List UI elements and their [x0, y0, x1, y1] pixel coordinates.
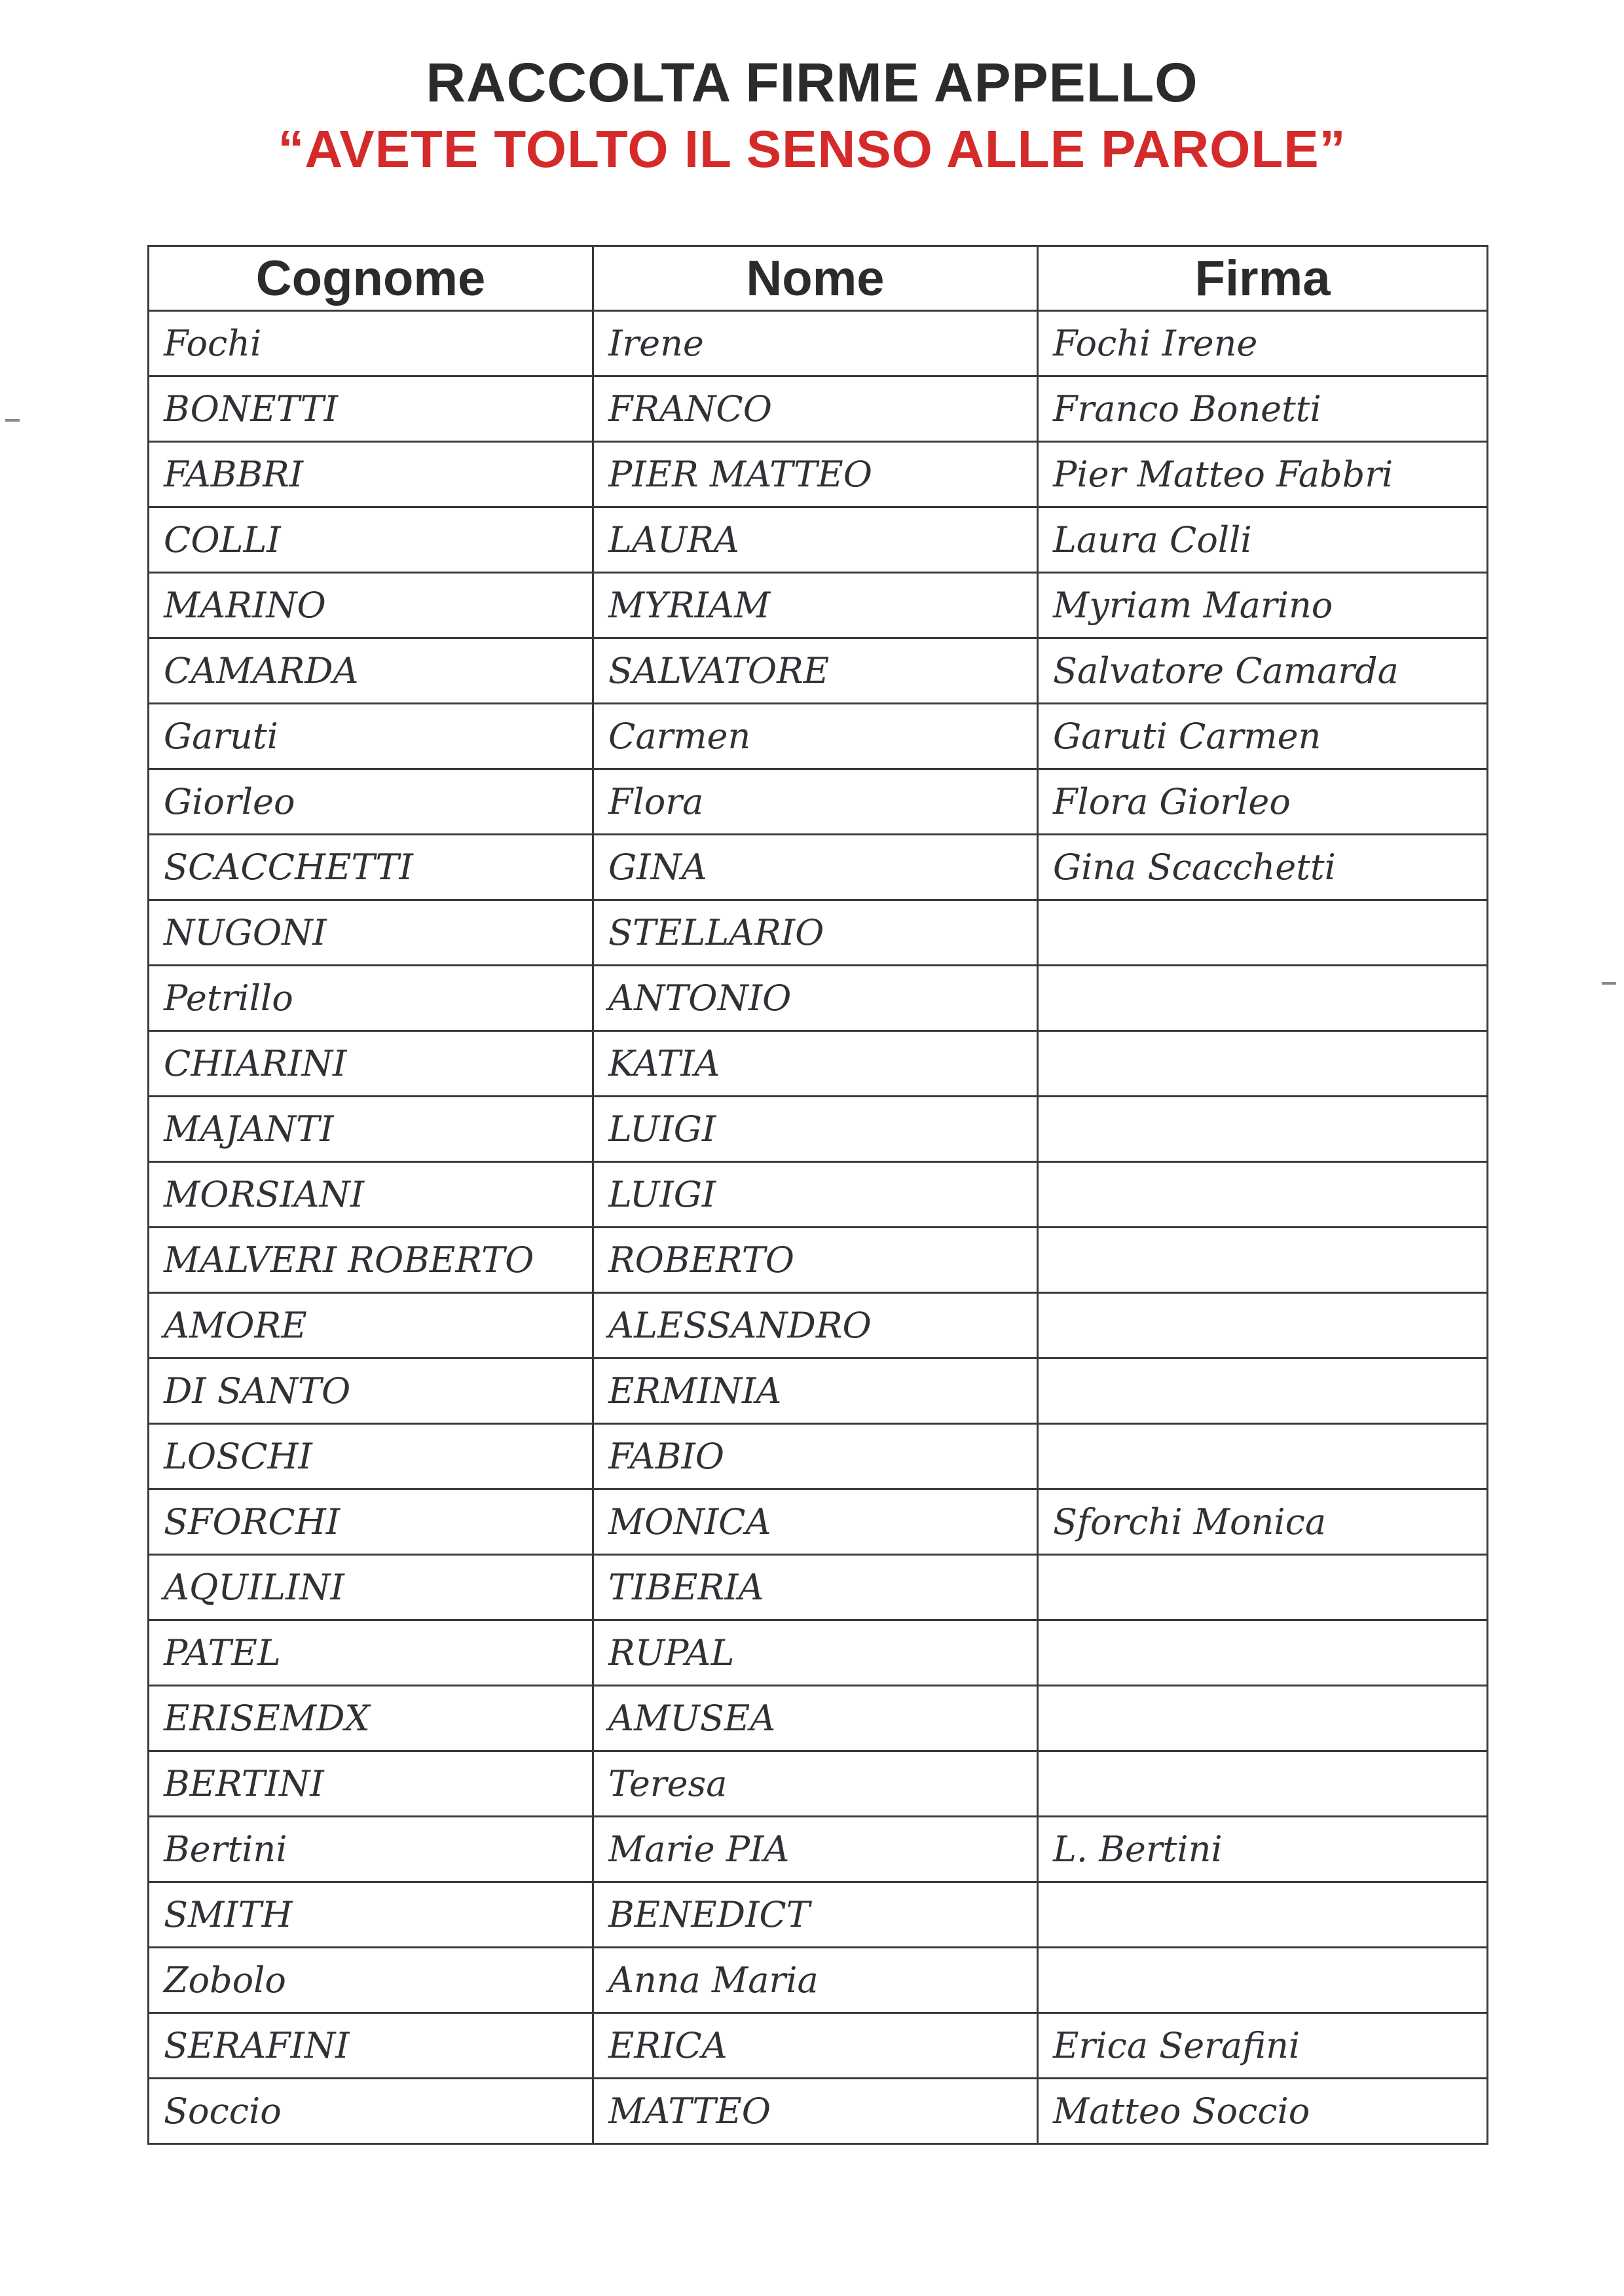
firma-cell — [1038, 1555, 1488, 1620]
cognome-cell: SMITH — [149, 1882, 593, 1948]
nome-cell: ALESSANDRO — [593, 1293, 1038, 1358]
cognome-cell: MALVERI ROBERTO — [149, 1228, 593, 1293]
table-row — [149, 1097, 1488, 1162]
cognome-cell: CHIARINI — [149, 1031, 593, 1097]
table-row — [149, 638, 1488, 704]
cognome-cell: AQUILINI — [149, 1555, 593, 1620]
nome-cell: SALVATORE — [593, 638, 1038, 704]
nome-cell: BENEDICT — [593, 1882, 1038, 1948]
table-row — [149, 835, 1488, 900]
cognome-cell: PATEL — [149, 1620, 593, 1686]
signature-table — [147, 245, 1488, 2145]
firma-cell: Matteo Soccio — [1038, 2079, 1488, 2144]
cognome-cell: COLLI — [149, 507, 593, 573]
nome-cell: Teresa — [593, 1751, 1038, 1817]
cognome-cell: CAMARDA — [149, 638, 593, 704]
table-row — [149, 1489, 1488, 1555]
table-row — [149, 1358, 1488, 1424]
nome-cell: MONICA — [593, 1489, 1038, 1555]
table-row — [149, 1555, 1488, 1620]
table-row — [149, 1620, 1488, 1686]
firma-cell — [1038, 900, 1488, 966]
firma-cell: Gina Scacchetti — [1038, 835, 1488, 900]
cognome-cell: Zobolo — [149, 1948, 593, 2013]
cognome-cell: FABBRI — [149, 442, 593, 507]
page-title: RACCOLTA FIRME APPELLO — [426, 52, 1198, 113]
table-row — [149, 573, 1488, 638]
firma-cell — [1038, 1031, 1488, 1097]
firma-cell: Garuti Carmen — [1038, 704, 1488, 769]
firma-cell: Flora Giorleo — [1038, 769, 1488, 835]
nome-cell: ERMINIA — [593, 1358, 1038, 1424]
firma-cell: Fochi Irene — [1038, 311, 1488, 376]
table-row — [149, 1031, 1488, 1097]
cognome-cell: Fochi — [149, 311, 593, 376]
table-row — [149, 2079, 1488, 2144]
nome-cell: Marie PIA — [593, 1817, 1038, 1882]
nome-cell: GINA — [593, 835, 1038, 900]
scan-edge-mark — [1602, 982, 1616, 985]
nome-cell: FABIO — [593, 1424, 1038, 1489]
firma-cell — [1038, 1424, 1488, 1489]
firma-cell: Salvatore Camarda — [1038, 638, 1488, 704]
header-firma: Firma — [1038, 246, 1488, 311]
cognome-cell: MAJANTI — [149, 1097, 593, 1162]
firma-cell — [1038, 1228, 1488, 1293]
table-row — [149, 1293, 1488, 1358]
firma-cell — [1038, 1686, 1488, 1751]
header-nome: Nome — [593, 246, 1038, 311]
table-row — [149, 1228, 1488, 1293]
table-row — [149, 1817, 1488, 1882]
cognome-cell: MARINO — [149, 573, 593, 638]
cognome-cell: Giorleo — [149, 769, 593, 835]
cognome-cell: Bertini — [149, 1817, 593, 1882]
firma-cell — [1038, 1882, 1488, 1948]
table-row — [149, 1882, 1488, 1948]
cognome-cell: SERAFINI — [149, 2013, 593, 2079]
firma-cell — [1038, 966, 1488, 1031]
table-row — [149, 1686, 1488, 1751]
nome-cell: Irene — [593, 311, 1038, 376]
table-row — [149, 1162, 1488, 1228]
cognome-cell: LOSCHI — [149, 1424, 593, 1489]
nome-cell: Carmen — [593, 704, 1038, 769]
table-row — [149, 704, 1488, 769]
nome-cell: ROBERTO — [593, 1228, 1038, 1293]
cognome-cell: DI SANTO — [149, 1358, 593, 1424]
nome-cell: KATIA — [593, 1031, 1038, 1097]
nome-cell: Anna Maria — [593, 1948, 1038, 2013]
firma-cell: Sforchi Monica — [1038, 1489, 1488, 1555]
nome-cell: ERICA — [593, 2013, 1038, 2079]
appeal-title: “AVETE TOLTO IL SENSO ALLE PAROLE” — [278, 120, 1346, 178]
table-row — [149, 769, 1488, 835]
firma-cell: Laura Colli — [1038, 507, 1488, 573]
firma-cell — [1038, 1358, 1488, 1424]
firma-cell: Pier Matteo Fabbri — [1038, 442, 1488, 507]
cognome-cell: MORSIANI — [149, 1162, 593, 1228]
firma-cell: Erica Serafini — [1038, 2013, 1488, 2079]
cognome-cell: Soccio — [149, 2079, 593, 2144]
nome-cell: MATTEO — [593, 2079, 1038, 2144]
scan-edge-mark — [5, 419, 20, 422]
nome-cell: Flora — [593, 769, 1038, 835]
table-row — [149, 507, 1488, 573]
cognome-cell: Petrillo — [149, 966, 593, 1031]
table-row — [149, 1948, 1488, 2013]
nome-cell: RUPAL — [593, 1620, 1038, 1686]
nome-cell: PIER MATTEO — [593, 442, 1038, 507]
cognome-cell: Garuti — [149, 704, 593, 769]
nome-cell: TIBERIA — [593, 1555, 1038, 1620]
cognome-cell: AMORE — [149, 1293, 593, 1358]
table-body — [149, 311, 1488, 2144]
table-row — [149, 442, 1488, 507]
nome-cell: LUIGI — [593, 1162, 1038, 1228]
cognome-cell: ERISEMDX — [149, 1686, 593, 1751]
firma-cell: Franco Bonetti — [1038, 376, 1488, 442]
cognome-cell: NUGONI — [149, 900, 593, 966]
table-row — [149, 1751, 1488, 1817]
nome-cell: LUIGI — [593, 1097, 1038, 1162]
firma-cell — [1038, 1097, 1488, 1162]
nome-cell: STELLARIO — [593, 900, 1038, 966]
cognome-cell: SFORCHI — [149, 1489, 593, 1555]
table-row — [149, 376, 1488, 442]
nome-cell: ANTONIO — [593, 966, 1038, 1031]
firma-cell — [1038, 1948, 1488, 2013]
table-row — [149, 966, 1488, 1031]
table-header-row — [149, 246, 1488, 311]
table-row — [149, 1424, 1488, 1489]
nome-cell: MYRIAM — [593, 573, 1038, 638]
firma-cell — [1038, 1162, 1488, 1228]
header-cognome: Cognome — [149, 246, 593, 311]
cognome-cell: BERTINI — [149, 1751, 593, 1817]
firma-cell: Myriam Marino — [1038, 573, 1488, 638]
firma-cell: L. Bertini — [1038, 1817, 1488, 1882]
table-row — [149, 311, 1488, 376]
table-row — [149, 2013, 1488, 2079]
table-row — [149, 900, 1488, 966]
nome-cell: FRANCO — [593, 376, 1038, 442]
cognome-cell: SCACCHETTI — [149, 835, 593, 900]
cognome-cell: BONETTI — [149, 376, 593, 442]
firma-cell — [1038, 1293, 1488, 1358]
firma-cell — [1038, 1751, 1488, 1817]
nome-cell: AMUSEA — [593, 1686, 1038, 1751]
nome-cell: LAURA — [593, 507, 1038, 573]
firma-cell — [1038, 1620, 1488, 1686]
